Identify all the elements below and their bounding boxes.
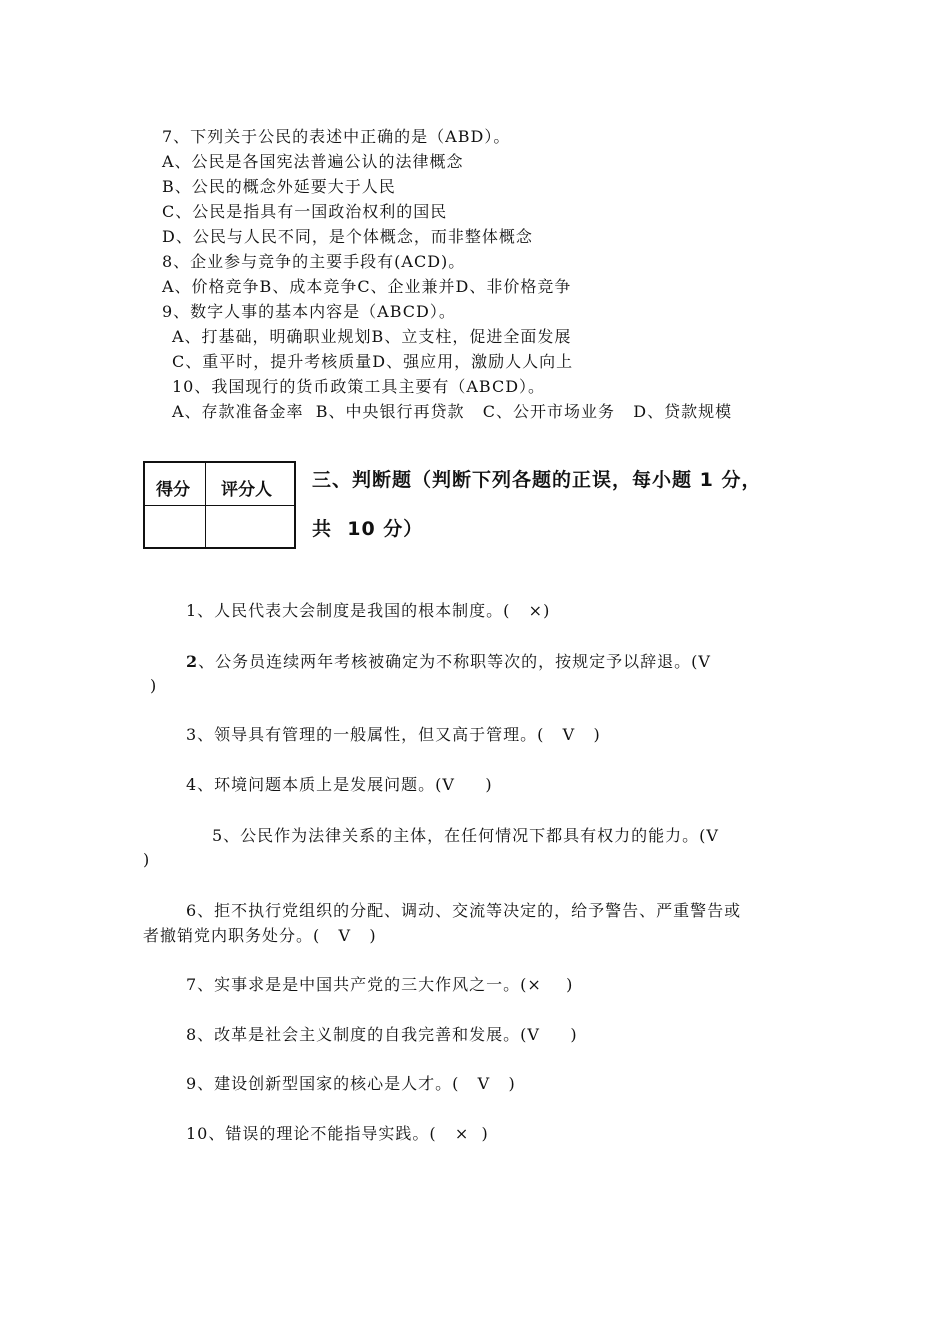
question-7-option-b: B、公民的概念外延要大于人民 <box>162 177 396 196</box>
judge-8: 8、改革是社会主义制度的自我完善和发展。(V ) <box>186 1025 578 1044</box>
judge-1: 1、人民代表大会制度是我国的根本制度。( ×) <box>186 601 551 620</box>
judge-2-continuation: ) <box>150 676 158 695</box>
question-8-options: A、价格竞争B、成本竞争C、企业兼并D、非价格竞争 <box>162 277 572 296</box>
question-10-options: A、存款准备金率 B、中央银行再贷款 C、公开市场业务 D、贷款规模 <box>172 402 733 421</box>
question-7-option-d: D、公民与人民不同，是个体概念，而非整体概念 <box>162 227 533 246</box>
judge-6-continuation: 者撤销党内职务处分。( V ) <box>143 926 377 945</box>
section-title-line1: 三、判断题（判断下列各题的正误，每小题 1 分， <box>312 469 762 491</box>
judge-6: 6、拒不执行党组织的分配、调动、交流等决定的，给予警告、严重警告或 <box>186 901 742 920</box>
judge-3: 3、领导具有管理的一般属性，但又高于管理。( V ) <box>186 725 601 744</box>
question-9-options-cd: C、重平时，提升考核质量D、强应用，激励人人向上 <box>172 352 574 371</box>
question-10: 10、我国现行的货币政策工具主要有（ABCD）。 <box>172 377 546 396</box>
judge-9: 9、建设创新型国家的核心是人才。( V ) <box>186 1074 516 1093</box>
question-9-options-ab: A、打基础，明确职业规划B、立支柱，促进全面发展 <box>172 327 572 346</box>
section-title-line2: 共 10 分） <box>312 518 424 540</box>
judge-4: 4、环境问题本质上是发展问题。(V ) <box>186 775 493 794</box>
judge-7: 7、实事求是是中国共产党的三大作风之一。(× ) <box>186 975 574 994</box>
score-table <box>143 461 296 549</box>
judge-2-text: 、公务员连续两年考核被确定为不称职等次的，按规定予以辞退。(V <box>198 652 711 671</box>
question-9: 9、数字人事的基本内容是（ABCD）。 <box>162 302 456 321</box>
judge-5-continuation: ) <box>143 850 151 869</box>
question-8: 8、企业参与竞争的主要手段有(ACD)。 <box>162 252 466 271</box>
score-label: 得分 <box>156 480 190 500</box>
question-7-option-c: C、公民是指具有一国政治权利的国民 <box>162 202 448 221</box>
table-divider-horizontal <box>145 505 294 506</box>
judge-10: 10、错误的理论不能指导实践。( × ) <box>186 1124 489 1143</box>
judge-2-number: 2 <box>186 652 199 671</box>
question-7-option-a: A、公民是各国宪法普遍公认的法律概念 <box>162 152 464 171</box>
judge-5: 5、公民作为法律关系的主体，在任何情况下都具有权力的能力。(V <box>212 826 719 845</box>
table-divider-vertical <box>205 463 206 547</box>
question-7: 7、下列关于公民的表述中正确的是（ABD）。 <box>162 127 511 146</box>
judge-2 <box>186 652 711 672</box>
grader-label: 评分人 <box>221 480 272 500</box>
